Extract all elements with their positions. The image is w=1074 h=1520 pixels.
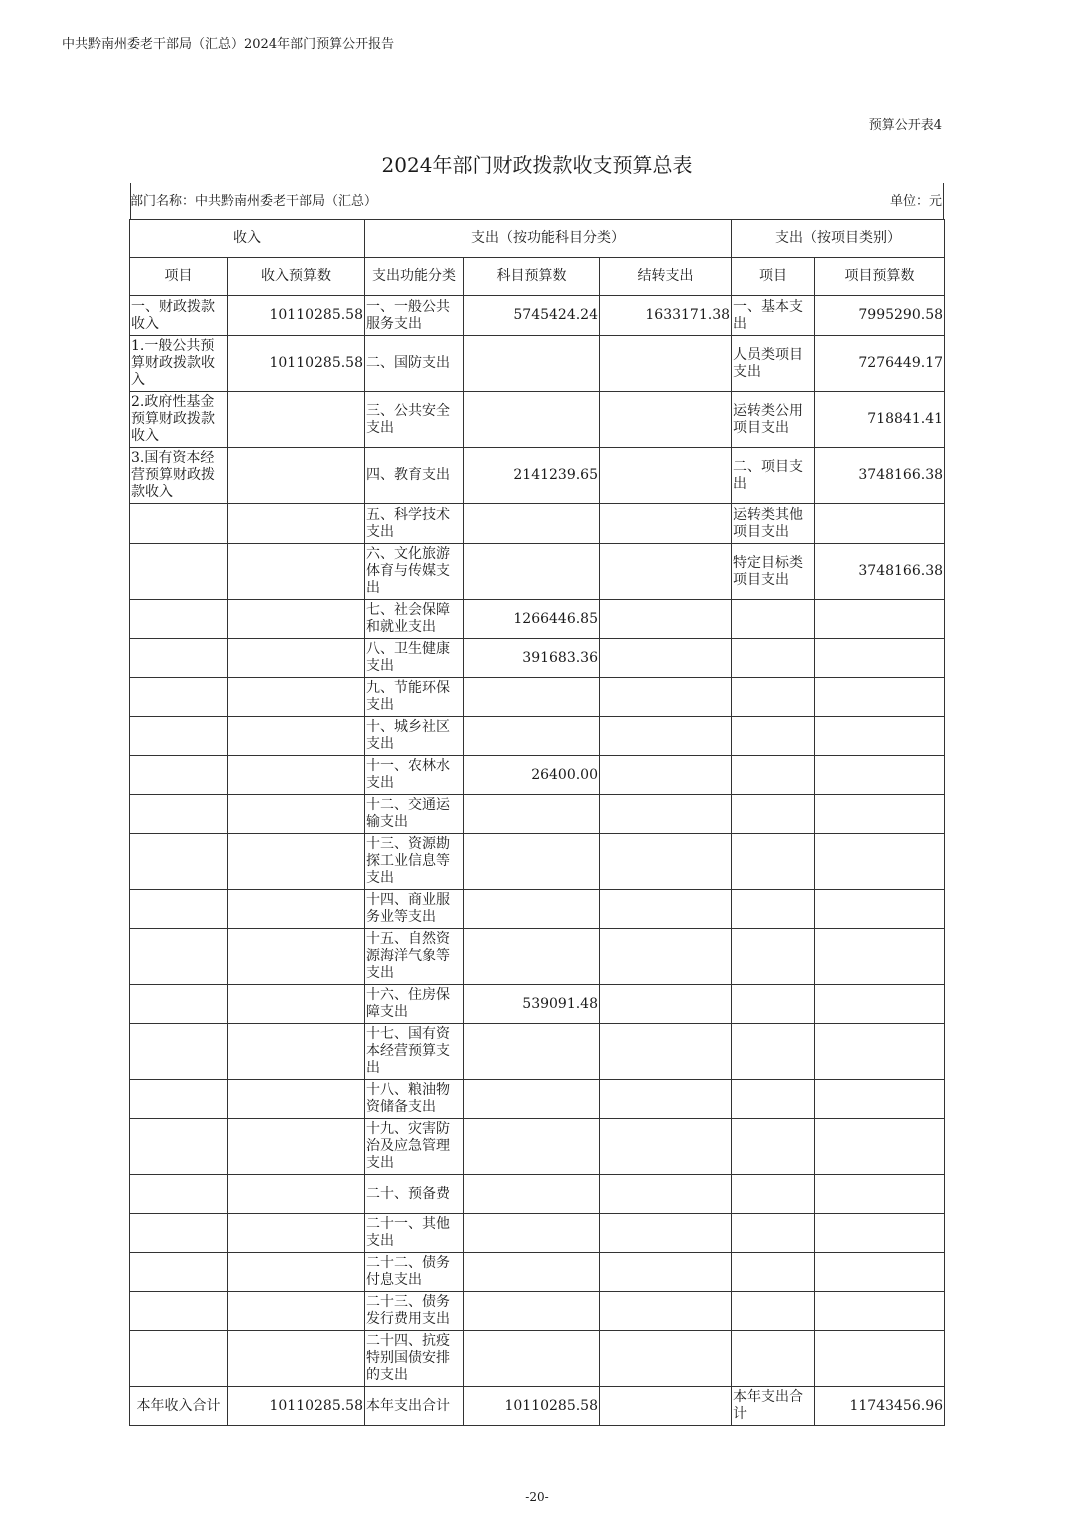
- table-cell: [130, 678, 228, 717]
- total-cell: [600, 1387, 732, 1426]
- table-cell: [130, 890, 228, 929]
- table-cell: [228, 392, 365, 448]
- table-cell: [130, 1292, 228, 1331]
- table-cell: 十五、自然资源海洋气象等支出: [365, 929, 464, 985]
- table-cell: [600, 717, 732, 756]
- table-cell: [600, 929, 732, 985]
- table-cell: [130, 1080, 228, 1119]
- table-cell: 539091.48: [464, 985, 600, 1024]
- total-cell: 10110285.58: [228, 1387, 365, 1426]
- table-cell: 二十四、抗疫特别国债安排的支出: [365, 1331, 464, 1387]
- table-cell: [815, 1292, 945, 1331]
- table-cell: [600, 544, 732, 600]
- table-cell: [464, 795, 600, 834]
- table-cell: 1266446.85: [464, 600, 600, 639]
- budget-table: [129, 219, 945, 1426]
- table-cell: [815, 1214, 945, 1253]
- table-row: [130, 639, 945, 678]
- table-cell: [815, 639, 945, 678]
- table-cell: [130, 1175, 228, 1214]
- table-cell: 十七、国有资本经营预算支出: [365, 1024, 464, 1080]
- total-cell: 11743456.96: [815, 1387, 945, 1426]
- table-cell: [815, 717, 945, 756]
- table-cell: [732, 1292, 815, 1331]
- table-cell: 十四、商业服务业等支出: [365, 890, 464, 929]
- table-cell: [228, 1119, 365, 1175]
- table-cell: 十、城乡社区支出: [365, 717, 464, 756]
- table-cell: 人员类项目支出: [732, 336, 815, 392]
- table-row: [130, 795, 945, 834]
- table-cell: [732, 1175, 815, 1214]
- table-cell: [815, 1080, 945, 1119]
- table-cell: [600, 448, 732, 504]
- table-cell: 七、社会保障和就业支出: [365, 600, 464, 639]
- table-cell: [228, 1175, 365, 1214]
- col-header: 结转支出: [600, 258, 732, 296]
- table-cell: [130, 834, 228, 890]
- table-cell: [464, 544, 600, 600]
- table-cell: 一、基本支出: [732, 296, 815, 336]
- table-cell: [228, 985, 365, 1024]
- table-cell: [228, 639, 365, 678]
- table-cell: [464, 1292, 600, 1331]
- table-cell: [600, 1214, 732, 1253]
- table-cell: [130, 1214, 228, 1253]
- table-cell: [130, 985, 228, 1024]
- table-cell: 二、项目支出: [732, 448, 815, 504]
- table-row: [130, 929, 945, 985]
- table-row: [130, 296, 945, 336]
- table-cell: [464, 929, 600, 985]
- table-cell: [732, 929, 815, 985]
- table-cell: [600, 890, 732, 929]
- table-cell: [600, 795, 732, 834]
- table-row: [130, 678, 945, 717]
- table-cell: [815, 678, 945, 717]
- table-cell: [815, 929, 945, 985]
- table-row: [130, 1292, 945, 1331]
- table-row: [130, 890, 945, 929]
- total-cell: 本年支出合计: [732, 1387, 815, 1426]
- table-cell: 26400.00: [464, 756, 600, 795]
- table-cell: [464, 392, 600, 448]
- table-cell: [464, 1119, 600, 1175]
- table-cell: [732, 1214, 815, 1253]
- table-row: [130, 756, 945, 795]
- table-cell: [228, 795, 365, 834]
- col-header: 项目预算数: [815, 258, 945, 296]
- total-cell: 10110285.58: [464, 1387, 600, 1426]
- col-header: 支出功能分类: [365, 258, 464, 296]
- table-cell: [464, 834, 600, 890]
- table-cell: [464, 1331, 600, 1387]
- table-cell: [228, 678, 365, 717]
- table-cell: 二十一、其他支出: [365, 1214, 464, 1253]
- table-cell: 六、文化旅游体育与传媒支出: [365, 544, 464, 600]
- table-cell: 10110285.58: [228, 296, 365, 336]
- table-cell: [600, 504, 732, 544]
- table-cell: [228, 544, 365, 600]
- table-cell: 10110285.58: [228, 336, 365, 392]
- table-cell: [732, 834, 815, 890]
- table-cell: 九、节能环保支出: [365, 678, 464, 717]
- table-cell: [228, 1331, 365, 1387]
- table-cell: [600, 336, 732, 392]
- table-cell: [464, 1253, 600, 1292]
- table-cell: [464, 1080, 600, 1119]
- table-cell: [600, 392, 732, 448]
- table-cell: [464, 678, 600, 717]
- table-cell: [130, 504, 228, 544]
- table-cell: 十一、农林水支出: [365, 756, 464, 795]
- table-cell: [228, 1080, 365, 1119]
- table-row: [130, 1253, 945, 1292]
- table-cell: [130, 795, 228, 834]
- table-cell: [600, 1080, 732, 1119]
- table-cell: 一、财政拨款收入: [130, 296, 228, 336]
- table-cell: [815, 1175, 945, 1214]
- table-cell: 二十二、债务付息支出: [365, 1253, 464, 1292]
- table-cell: 十八、粮油物资储备支出: [365, 1080, 464, 1119]
- table-cell: [130, 929, 228, 985]
- table-cell: 3748166.38: [815, 544, 945, 600]
- table-cell: 八、卫生健康支出: [365, 639, 464, 678]
- table-cell: 三、公共安全支出: [365, 392, 464, 448]
- table-cell: [130, 756, 228, 795]
- table-cell: [732, 1080, 815, 1119]
- table-cell: [732, 1331, 815, 1387]
- table-cell: [228, 504, 365, 544]
- table-cell: [228, 1253, 365, 1292]
- table-cell: [732, 639, 815, 678]
- table-cell: [732, 756, 815, 795]
- table-cell: [600, 1331, 732, 1387]
- table-cell: [130, 717, 228, 756]
- table-cell: [130, 639, 228, 678]
- table-cell: [600, 678, 732, 717]
- table-cell: 二、国防支出: [365, 336, 464, 392]
- table-cell: 3.国有资本经营预算财政拨款收入: [130, 448, 228, 504]
- table-cell: [228, 1024, 365, 1080]
- table-cell: [600, 1119, 732, 1175]
- table-cell: [815, 1024, 945, 1080]
- table-cell: [815, 795, 945, 834]
- table-cell: [815, 890, 945, 929]
- table-number: 预算公开表4: [868, 118, 942, 133]
- table-row: [130, 1024, 945, 1080]
- table-cell: [464, 1024, 600, 1080]
- table-row: [130, 1214, 945, 1253]
- table-cell: [600, 1253, 732, 1292]
- table-cell: [228, 756, 365, 795]
- table-cell: [815, 600, 945, 639]
- table-cell: [732, 795, 815, 834]
- table-cell: 十六、住房保障支出: [365, 985, 464, 1024]
- group-header-row: [130, 220, 945, 258]
- table-cell: [228, 448, 365, 504]
- table-cell: [464, 336, 600, 392]
- page-number: -20-: [525, 1490, 549, 1504]
- table-cell: 2141239.65: [464, 448, 600, 504]
- department-name: 部门名称：中共黔南州委老干部局（汇总）: [130, 194, 378, 209]
- table-cell: 7995290.58: [815, 296, 945, 336]
- col-header: 科目预算数: [464, 258, 600, 296]
- table-cell: [130, 1253, 228, 1292]
- table-cell: 718841.41: [815, 392, 945, 448]
- table-cell: 运转类其他项目支出: [732, 504, 815, 544]
- table-row: [130, 1119, 945, 1175]
- table-cell: [815, 834, 945, 890]
- table-row: [130, 834, 945, 890]
- unit-label: 单位：元: [889, 194, 942, 209]
- table-cell: [600, 985, 732, 1024]
- table-cell: [732, 985, 815, 1024]
- table-cell: 5745424.24: [464, 296, 600, 336]
- table-row: [130, 544, 945, 600]
- table-cell: [732, 717, 815, 756]
- page-title: 2024年部门财政拨款收支预算总表: [381, 153, 693, 177]
- table-cell: 五、科学技术支出: [365, 504, 464, 544]
- table-cell: [464, 890, 600, 929]
- table-cell: [600, 834, 732, 890]
- table-cell: [815, 504, 945, 544]
- table-cell: 二十三、债务发行费用支出: [365, 1292, 464, 1331]
- table-cell: [600, 1292, 732, 1331]
- col-header: 收入预算数: [228, 258, 365, 296]
- table-cell: 特定目标类项目支出: [732, 544, 815, 600]
- table-cell: 运转类公用项目支出: [732, 392, 815, 448]
- table-cell: [732, 1253, 815, 1292]
- running-header: 中共黔南州委老干部局（汇总）2024年部门预算公开报告: [62, 37, 395, 52]
- table-cell: [464, 1175, 600, 1214]
- table-cell: [130, 1024, 228, 1080]
- total-cell: 本年支出合计: [365, 1387, 464, 1426]
- table-cell: 十三、资源勘探工业信息等支出: [365, 834, 464, 890]
- table-cell: 一、一般公共服务支出: [365, 296, 464, 336]
- table-row: [130, 985, 945, 1024]
- table-cell: [732, 678, 815, 717]
- column-header-row: [130, 258, 945, 296]
- table-cell: [732, 1119, 815, 1175]
- table-cell: [600, 639, 732, 678]
- table-cell: [732, 1024, 815, 1080]
- group-expense-project: 支出（按项目类别）: [732, 220, 945, 258]
- table-row: [130, 1175, 945, 1214]
- table-cell: 7276449.17: [815, 336, 945, 392]
- group-expense-function: 支出（按功能科目分类）: [365, 220, 732, 258]
- group-income: 收入: [130, 220, 365, 258]
- table-cell: [130, 1119, 228, 1175]
- col-header: 项目: [130, 258, 228, 296]
- table-cell: [600, 1175, 732, 1214]
- table-cell: 1.一般公共预算财政拨款收入: [130, 336, 228, 392]
- table-cell: [228, 717, 365, 756]
- table-cell: [228, 1292, 365, 1331]
- table-row: [130, 392, 945, 448]
- table-cell: 1633171.38: [600, 296, 732, 336]
- table-cell: [464, 1214, 600, 1253]
- table-cell: [732, 890, 815, 929]
- table-cell: [600, 756, 732, 795]
- table-cell: [228, 929, 365, 985]
- table-cell: 3748166.38: [815, 448, 945, 504]
- table-cell: [464, 717, 600, 756]
- table-row: [130, 1331, 945, 1387]
- totals-row: [130, 1387, 945, 1426]
- table-row: [130, 504, 945, 544]
- table-cell: [815, 1253, 945, 1292]
- table-cell: [228, 890, 365, 929]
- table-cell: [228, 834, 365, 890]
- table-cell: 四、教育支出: [365, 448, 464, 504]
- table-row: [130, 600, 945, 639]
- table-cell: [130, 1331, 228, 1387]
- table-cell: [130, 600, 228, 639]
- table-cell: [815, 756, 945, 795]
- table-cell: [130, 544, 228, 600]
- table-cell: 2.政府性基金预算财政拨款收入: [130, 392, 228, 448]
- right-rule: [943, 183, 944, 219]
- table-row: [130, 448, 945, 504]
- total-cell: 本年收入合计: [130, 1387, 228, 1426]
- table-cell: [815, 985, 945, 1024]
- table-cell: [815, 1119, 945, 1175]
- table-cell: [732, 600, 815, 639]
- table-cell: 二十、预备费: [365, 1175, 464, 1214]
- table-row: [130, 717, 945, 756]
- table-cell: [815, 1331, 945, 1387]
- table-cell: [600, 600, 732, 639]
- table-cell: 391683.36: [464, 639, 600, 678]
- table-cell: [228, 600, 365, 639]
- table-cell: [600, 1024, 732, 1080]
- col-header: 项目: [732, 258, 815, 296]
- table-row: [130, 1080, 945, 1119]
- table-cell: 十九、灾害防治及应急管理支出: [365, 1119, 464, 1175]
- table-row: [130, 336, 945, 392]
- table-cell: 十二、交通运输支出: [365, 795, 464, 834]
- table-cell: [228, 1214, 365, 1253]
- table-cell: [464, 504, 600, 544]
